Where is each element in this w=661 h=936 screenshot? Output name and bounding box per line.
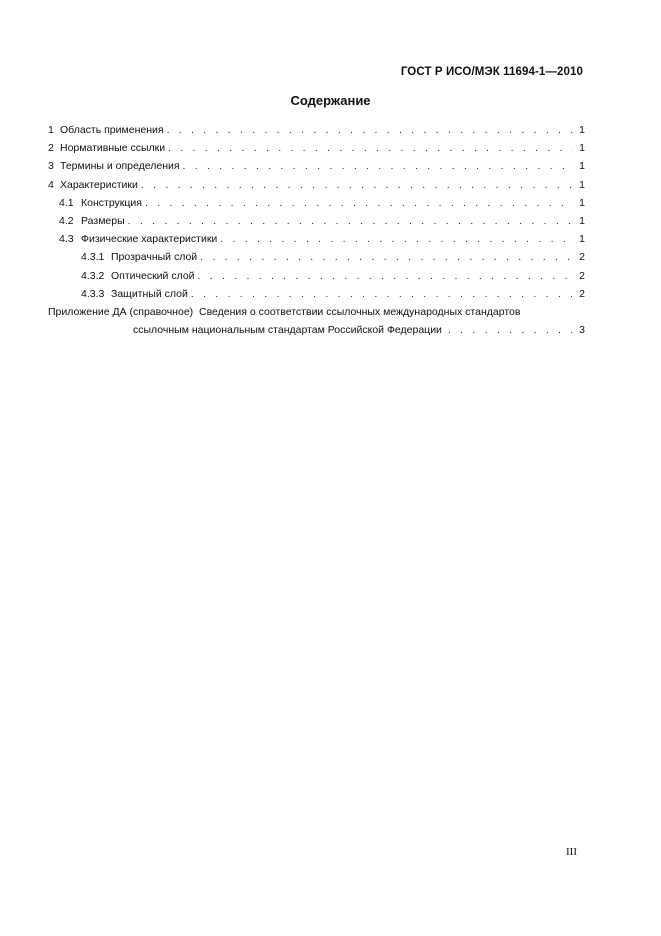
toc-entry-label: Защитный слой — [111, 287, 188, 300]
toc-entry-number: 4.2 — [59, 214, 74, 227]
toc-entry-number: 4.1 — [59, 196, 74, 209]
toc-entry-3[interactable] — [48, 157, 585, 175]
toc-entry-number: 4 — [48, 178, 54, 191]
leader-dots — [168, 139, 573, 157]
toc-entry-number: 4.3 — [59, 233, 74, 246]
toc-title: Содержание — [290, 93, 371, 108]
toc-entry-4-2[interactable] — [48, 212, 585, 230]
toc-entry-label: Размеры — [81, 214, 125, 227]
annex-title-line1: Сведения о соответствии ссылочных международных стандартов — [199, 305, 521, 318]
toc-entry-1[interactable] — [48, 121, 585, 139]
toc-entry-label: Область применения — [60, 124, 164, 136]
leader-dots — [191, 285, 573, 303]
leader-dots — [141, 176, 573, 194]
toc-entry-number: 3 — [48, 160, 54, 173]
toc-entry-label: Оптический слой — [111, 269, 195, 282]
toc-entry-number: 4.3.1 — [81, 251, 105, 264]
leader-dots — [128, 212, 573, 230]
leader-dots — [198, 267, 573, 285]
toc-entry-4-3[interactable] — [48, 230, 585, 248]
annex-label: Приложение ДА (справочное) — [48, 305, 194, 318]
toc-entry-page: 1 — [579, 124, 585, 136]
toc-entry-page: 1 — [579, 233, 585, 246]
toc-entry-number: 4.3.2 — [81, 269, 105, 282]
toc-entry-page: 1 — [579, 214, 585, 227]
toc-entry-page: 1 — [579, 196, 585, 209]
leader-dots — [448, 321, 576, 339]
toc-entry-2[interactable] — [48, 139, 585, 157]
leader-dots — [200, 248, 573, 266]
table-of-contents — [48, 121, 585, 339]
annex-title-line2: ссылочным национальным стандартам Российской Федерации — [133, 324, 442, 337]
toc-entry-4-3-1[interactable] — [48, 248, 585, 266]
toc-entry-page: 2 — [579, 287, 585, 300]
toc-entry-4-1[interactable] — [48, 194, 585, 212]
toc-entry-label: Конструкция — [81, 196, 142, 209]
leader-dots — [220, 230, 573, 248]
toc-entry-page: 3 — [579, 324, 585, 337]
page-number: III — [566, 846, 577, 858]
toc-annex-entry-continued[interactable] — [48, 321, 585, 339]
document-code: ГОСТ Р ИСО/МЭК 11694-1—2010 — [400, 66, 583, 78]
leader-dots — [145, 194, 573, 212]
toc-entry-label: Термины и определения — [60, 160, 180, 173]
toc-entry-4[interactable] — [48, 176, 585, 194]
toc-entry-page: 2 — [579, 269, 585, 282]
toc-entry-number: 1 — [48, 124, 54, 136]
toc-entry-page: 1 — [579, 178, 585, 191]
toc-entry-page: 1 — [579, 142, 585, 155]
toc-entry-label: Физические характеристики — [81, 233, 218, 246]
toc-entry-page: 2 — [579, 251, 585, 264]
toc-entry-label: Нормативные ссылки — [60, 142, 166, 155]
toc-annex-entry[interactable] — [48, 303, 585, 321]
toc-entry-4-3-2[interactable] — [48, 267, 585, 285]
toc-entry-page: 1 — [579, 160, 585, 173]
leader-dots — [183, 157, 573, 175]
toc-entry-label: Характеристики — [60, 178, 138, 191]
toc-entry-label: Прозрачный слой — [111, 251, 198, 264]
leader-dots — [167, 121, 573, 139]
toc-entry-number: 2 — [48, 142, 54, 155]
toc-entry-number: 4.3.3 — [81, 287, 105, 300]
toc-entry-4-3-3[interactable] — [48, 285, 585, 303]
